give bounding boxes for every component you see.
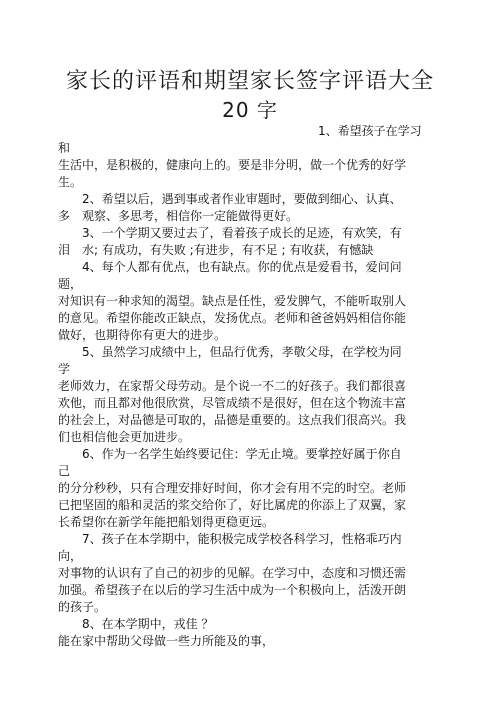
text-line: 生。 xyxy=(58,175,83,189)
document-title: 家长的评语和期望家长签字评语大全 xyxy=(65,69,434,94)
text-line: 已把坚固的船和灵活的浆交给你了，好比属虎的你添上了双翼，家 xyxy=(58,498,407,512)
text-line: 学 xyxy=(58,362,71,376)
text-line: 长希望你在新学年能把船划得更稳更远。 xyxy=(58,515,275,529)
text-line: 8、在本学期中，戎佳 ？ xyxy=(58,617,214,631)
text-line: 生活中，是积极的，健康向上的。要是非分明，做一个优秀的好学 xyxy=(58,158,407,172)
text-line: 己 xyxy=(58,464,71,478)
text-line: 对知识有一种求知的渴望。缺点是任性，爱发脾气，不能听取别人 xyxy=(58,294,407,308)
text-line: 5、虽然学习成绩中上，但品行优秀，孝敬父母，在学校为同 xyxy=(58,345,402,359)
text-line: 题， xyxy=(58,277,83,291)
text-line: 多 观察、多思考，相信你一定能做得更好。 xyxy=(58,209,299,223)
text-line: 6、作为一名学生始终要记住：学无止境。要掌控好属于你自 xyxy=(58,447,402,461)
text-line: 对事物的认识有了自己的初步的见解。在学习中，态度和习惯还需 xyxy=(58,566,407,580)
text-line: 们也相信他会更加进步。 xyxy=(58,430,191,444)
text-line: 加强。希望孩子在以后的学习生活中成为一个积极向上，活泼开朗 xyxy=(58,583,407,597)
text-line: 的分分秒秒，只有合理安排好时间，你才会有用不完的时空。老师 xyxy=(58,481,407,495)
text-line: 的孩子。 xyxy=(58,600,107,614)
text-line: 4、每个人都有优点，也有缺点。你的优点是爱看书，爱问问 xyxy=(58,260,402,274)
text-line: 和 xyxy=(58,141,71,155)
text-line: 3、一个学期又要过去了，看着孩子成长的足迹，有欢笑，有 xyxy=(58,226,402,240)
text-line: 欢他，而且都对他很欣赏，尽管成绩不是很好，但在这个物流丰富 xyxy=(58,396,407,410)
text-line: 1、希望孩子在学习 xyxy=(318,124,422,138)
text-line: 的社会上，对品德是可取的，品德是重要的。这点我们很高兴。我 xyxy=(58,413,407,427)
text-line: 向， xyxy=(58,549,83,563)
text-line: 2、希望以后，遇到事或者作业审题时，要做到细心、认真、 xyxy=(58,192,402,206)
text-line: 做好，也期待你有更大的进步。 xyxy=(58,328,227,342)
text-line: 的意见。希望你能改正缺点，发扬优点。老师和爸爸妈妈相信你能 xyxy=(58,311,407,325)
text-line: 能在家中帮助父母做一些力所能及的事， xyxy=(58,634,275,648)
text-line: 老师效力，在家帮父母劳动。是个说一不二的好孩子。我们都很喜 xyxy=(58,379,407,393)
document-title-continued: 20 字 xyxy=(222,98,278,122)
text-line: 7、孩子在本学期中，能积极完成学校各科学习，性格乖巧内 xyxy=(58,532,402,546)
text-line: 泪 水; 有成功，有失败 ;有进步，有不足 ; 有收获，有憾缺 xyxy=(58,243,374,257)
